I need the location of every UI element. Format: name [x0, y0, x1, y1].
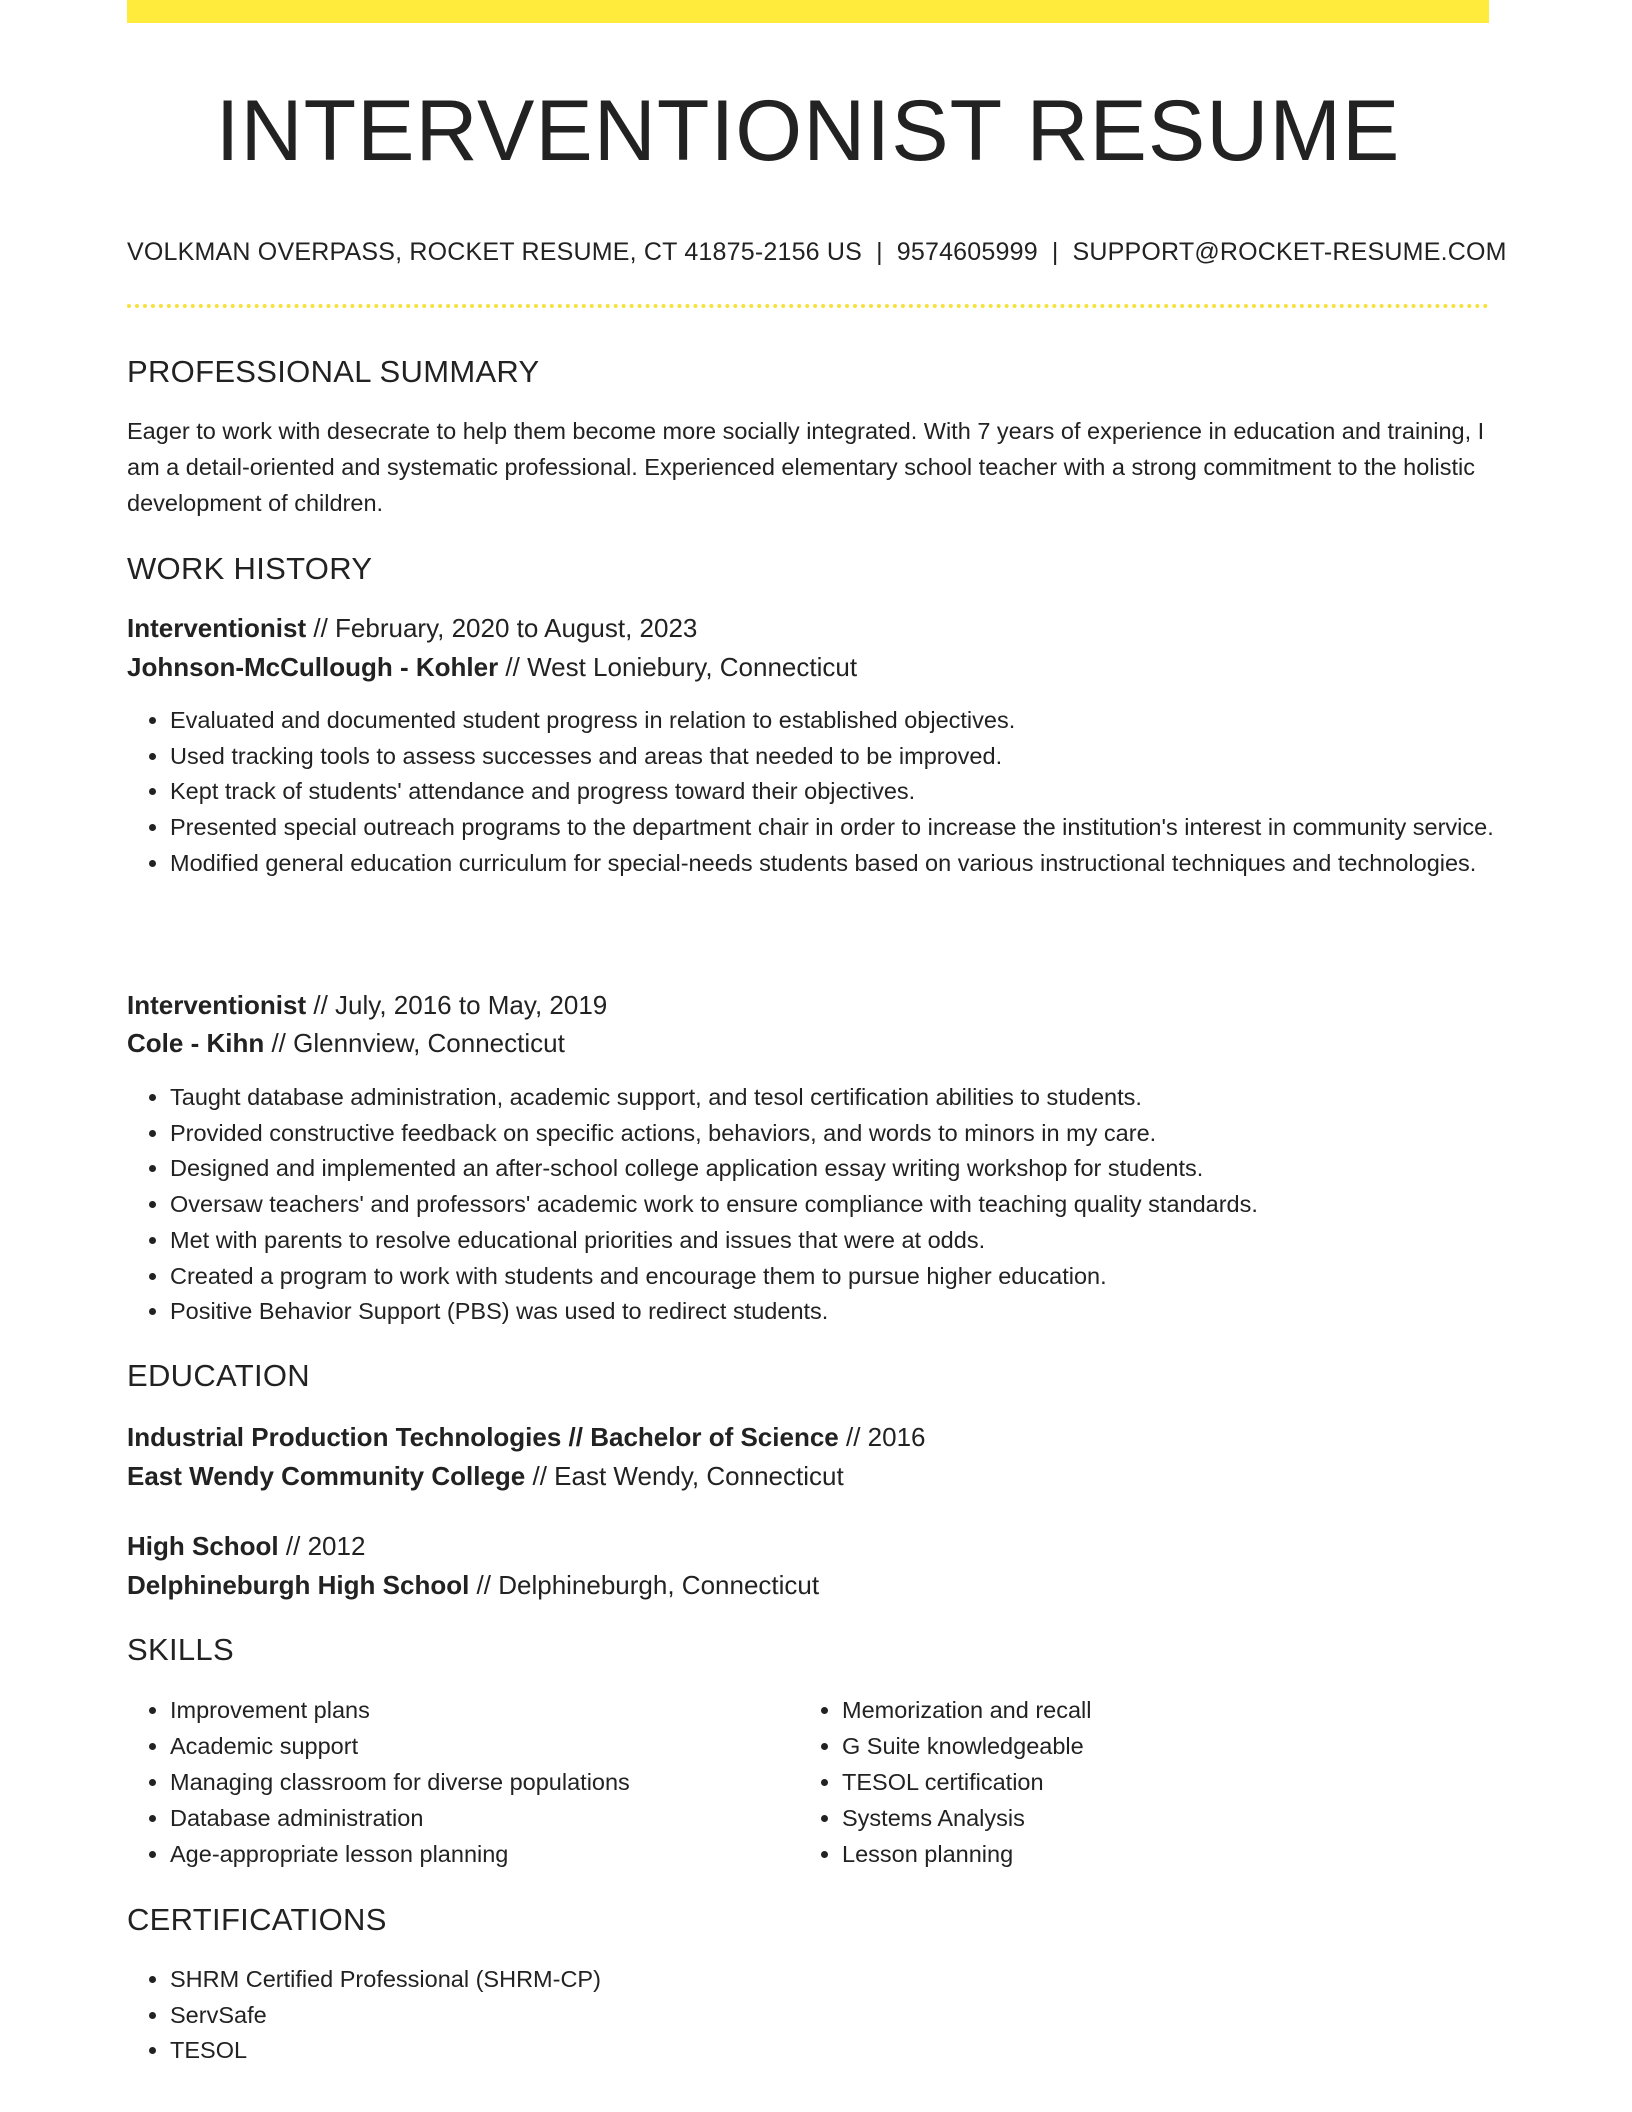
list-item: • Modified general education curriculum for special-needs students based on various instructional techniques and technologies.	[170, 846, 1532, 882]
work-history-heading: WORK HISTORY	[127, 551, 373, 586]
list-item: • G Suite knowledgeable	[842, 1728, 1462, 1764]
list-item: • Database administration	[170, 1800, 790, 1836]
list-item: • Age-appropriate lesson planning	[170, 1836, 790, 1872]
skills-right-column	[799, 1692, 1462, 1872]
list-item: • Presented special outreach programs to the department chair in order to increase the institution's interest in community service.	[170, 810, 1532, 846]
skills-left-column	[127, 1692, 790, 1872]
list-item: • Used tracking tools to assess successes and areas that needed to be improved.	[170, 739, 1532, 775]
list-item: • TESOL certification	[842, 1764, 1462, 1800]
job-2-title-line	[127, 986, 607, 1024]
list-item: • Provided constructive feedback on specific actions, behaviors, and words to minors in my care.	[170, 1116, 1532, 1152]
list-item: • Evaluated and documented student progress in relation to established objectives.	[170, 703, 1532, 739]
education-1-degree-line	[127, 1418, 925, 1456]
job-2-company-line	[127, 1024, 565, 1062]
summary-text: Eager to work with desecrate to help them become more socially integrated. With 7 years of experience in education and training, I am a detail-oriented and systematic professional. Experienced elementary school teacher with a strong commitment to the holistic development of children.	[127, 418, 1485, 516]
list-item: • Systems Analysis	[842, 1800, 1462, 1836]
list-item: • ServSafe	[170, 1998, 1532, 2034]
list-item: • Managing classroom for diverse populations	[170, 1764, 790, 1800]
job-1-title: Interventionist	[127, 613, 307, 643]
job-1-bullets	[127, 703, 1532, 882]
list-item: • TESOL	[170, 2033, 1532, 2069]
list-item: • Memorization and recall	[842, 1692, 1462, 1728]
job-1-company-line	[127, 648, 857, 686]
job-2-location: // Glennview, Connecticut	[264, 1028, 565, 1058]
list-item: • Academic support	[170, 1728, 790, 1764]
contact-address: VOLKMAN OVERPASS, ROCKET RESUME, CT 41875-2156 US	[127, 238, 863, 266]
list-item: • Designed and implemented an after-school college application essay writing workshop for students.	[170, 1151, 1532, 1187]
list-item: • Kept track of students' attendance and progress toward their objectives.	[170, 774, 1532, 810]
education-1-school: East Wendy Community College	[127, 1461, 526, 1491]
education-2-degree: High School	[127, 1531, 279, 1561]
contact-line	[127, 234, 1507, 270]
education-1-year: // 2016	[838, 1422, 926, 1452]
certifications-heading: CERTIFICATIONS	[127, 1902, 387, 1937]
job-1-dates: // February, 2020 to August, 2023	[306, 613, 698, 643]
list-item: • Created a program to work with students and encourage them to pursue higher education.	[170, 1259, 1532, 1295]
education-1-school-line	[127, 1457, 844, 1495]
education-1-degree: Industrial Production Technologies // Bachelor of Science	[127, 1422, 839, 1452]
list-item: • Taught database administration, academic support, and tesol certification abilities to students.	[170, 1080, 1532, 1116]
certifications-list	[127, 1962, 1532, 2069]
contact-separator: |	[876, 238, 883, 266]
skills-heading: SKILLS	[127, 1632, 234, 1667]
education-1-location: // East Wendy, Connecticut	[525, 1461, 844, 1491]
job-2-dates: // July, 2016 to May, 2019	[306, 990, 608, 1020]
education-2-school: Delphineburgh High School	[127, 1570, 470, 1600]
list-item: • Met with parents to resolve educational priorities and issues that were at odds.	[170, 1223, 1532, 1259]
top-accent-bar	[127, 0, 1489, 23]
contact-email: SUPPORT@ROCKET-RESUME.COM	[1072, 238, 1507, 266]
job-1-company: Johnson-McCullough - Kohler	[127, 652, 499, 682]
job-2-bullets	[127, 1080, 1532, 1330]
education-2-year: // 2012	[278, 1531, 366, 1561]
contact-phone: 9574605999	[896, 238, 1038, 266]
job-1-title-line	[127, 609, 697, 647]
contact-separator: |	[1051, 238, 1059, 266]
summary-heading: PROFESSIONAL SUMMARY	[127, 354, 540, 389]
job-2-title: Interventionist	[127, 990, 307, 1020]
list-item: • SHRM Certified Professional (SHRM-CP)	[170, 1962, 1532, 1998]
resume-title: INTERVENTIONIST RESUME	[215, 83, 1401, 179]
header-divider	[127, 304, 1489, 308]
education-2-location: // Delphineburgh, Connecticut	[469, 1570, 820, 1600]
job-2-company: Cole - Kihn	[127, 1028, 265, 1058]
education-heading: EDUCATION	[127, 1358, 310, 1393]
list-item: • Improvement plans	[170, 1692, 790, 1728]
education-2-degree-line	[127, 1527, 365, 1565]
education-2-school-line	[127, 1566, 819, 1604]
list-item: • Positive Behavior Support (PBS) was used to redirect students.	[170, 1294, 1532, 1330]
list-item: • Lesson planning	[842, 1836, 1462, 1872]
list-item: • Oversaw teachers' and professors' academic work to ensure compliance with teaching quality standards.	[170, 1187, 1532, 1223]
job-1-location: // West Loniebury, Connecticut	[498, 652, 858, 682]
